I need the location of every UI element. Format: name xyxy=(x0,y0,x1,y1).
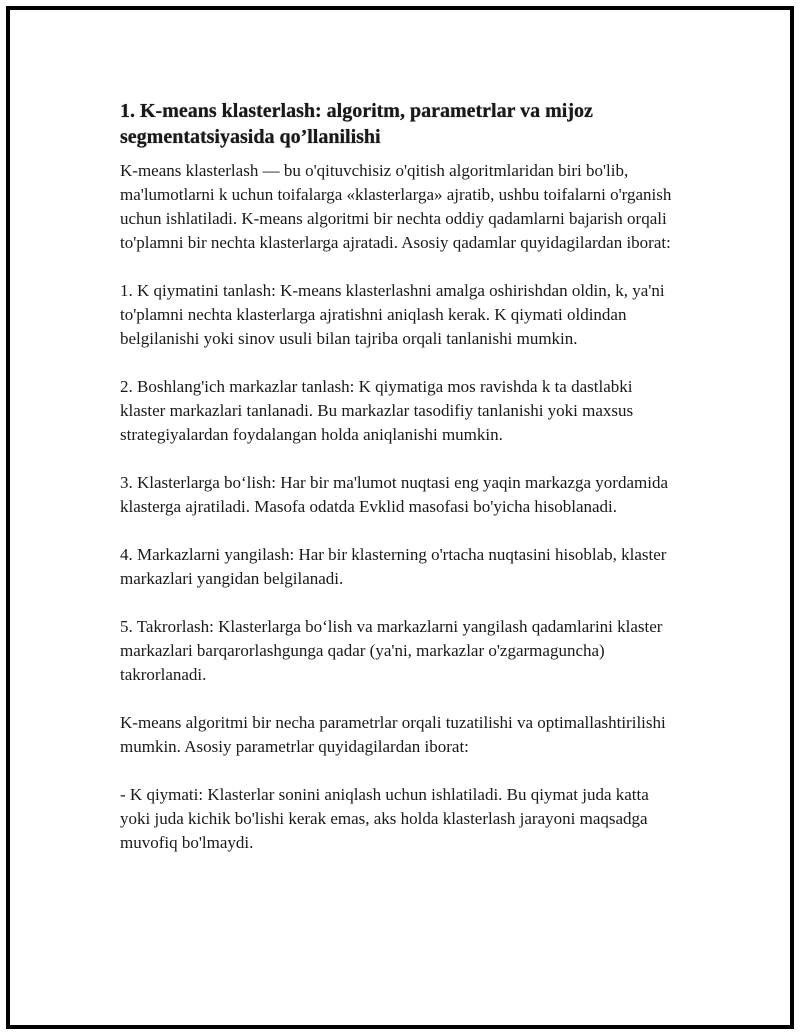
intro-paragraph: K-means klasterlash — bu o'qituvchisiz o'qitish algoritmlaridan biri bo'lib, ma'lumotlarni k uchun toifalarga «klasterlarga» ajratib, ushbu toifalarni o'rganish uchun ishlatiladi. K-means algoritmi bir nechta oddiy qadamlarni bajarish orqali to'plamni bir nechta klasterlarga ajratadi. Asosiy qadamlar quyidagilardan iborat: xyxy=(120,161,672,252)
document-body xyxy=(120,98,680,855)
parameters-intro-paragraph: K-means algoritmi bir necha parametrlar orqali tuzatilishi va optimallashtirilishi mumkin. Asosiy parametrlar quyidagilardan iborat: xyxy=(120,713,666,756)
step-5-paragraph: 5. Takrorlash: Klasterlarga bo‘lish va markazlarni yangilash qadamlarini klaster markazlari barqarorlashgunga qadar (ya'ni, markazlar o'zgarmaguncha) takrorlanadi. xyxy=(120,617,663,684)
step-3-paragraph: 3. Klasterlarga bo‘lish: Har bir ma'lumot nuqtasi eng yaqin markazga yordamida klasterga ajratiladi. Masofa odatda Evklid masofasi bo'yicha hisoblanadi. xyxy=(120,473,669,516)
document-page xyxy=(6,6,794,1029)
k-value-paragraph: - K qiymati: Klasterlar sonini aniqlash uchun ishlatiladi. Bu qiymat juda katta yoki juda kichik bo'lishi kerak emas, aks holda klasterlash jarayoni maqsadga muvofiq bo'lmaydi. xyxy=(120,785,649,852)
step-1-paragraph: 1. K qiymatini tanlash: K-means klasterlashni amalga oshirishdan oldin, k, ya'ni to'plamni nechta klasterlarga ajratishni aniqlash kerak. K qiymati oldindan belgilanishi yoki sinov usuli bilan tajriba orqali tanlanishi mumkin. xyxy=(120,281,665,348)
step-4-paragraph: 4. Markazlarni yangilash: Har bir klasterning o'rtacha nuqtasini hisoblab, klaster markazlari yangidan belgilanadi. xyxy=(120,545,667,588)
document-title: 1. K-means klasterlash: algoritm, parametrlar va mijoz segmentatsiyasida qo’llanilishi xyxy=(120,100,593,148)
step-2-paragraph: 2. Boshlang'ich markazlar tanlash: K qiymatiga mos ravishda k ta dastlabki klaster markazlari tanlanadi. Bu markazlar tasodifiy tanlanishi yoki maxsus strategiyalardan foydalangan holda aniqlanishi mumkin. xyxy=(120,377,634,444)
